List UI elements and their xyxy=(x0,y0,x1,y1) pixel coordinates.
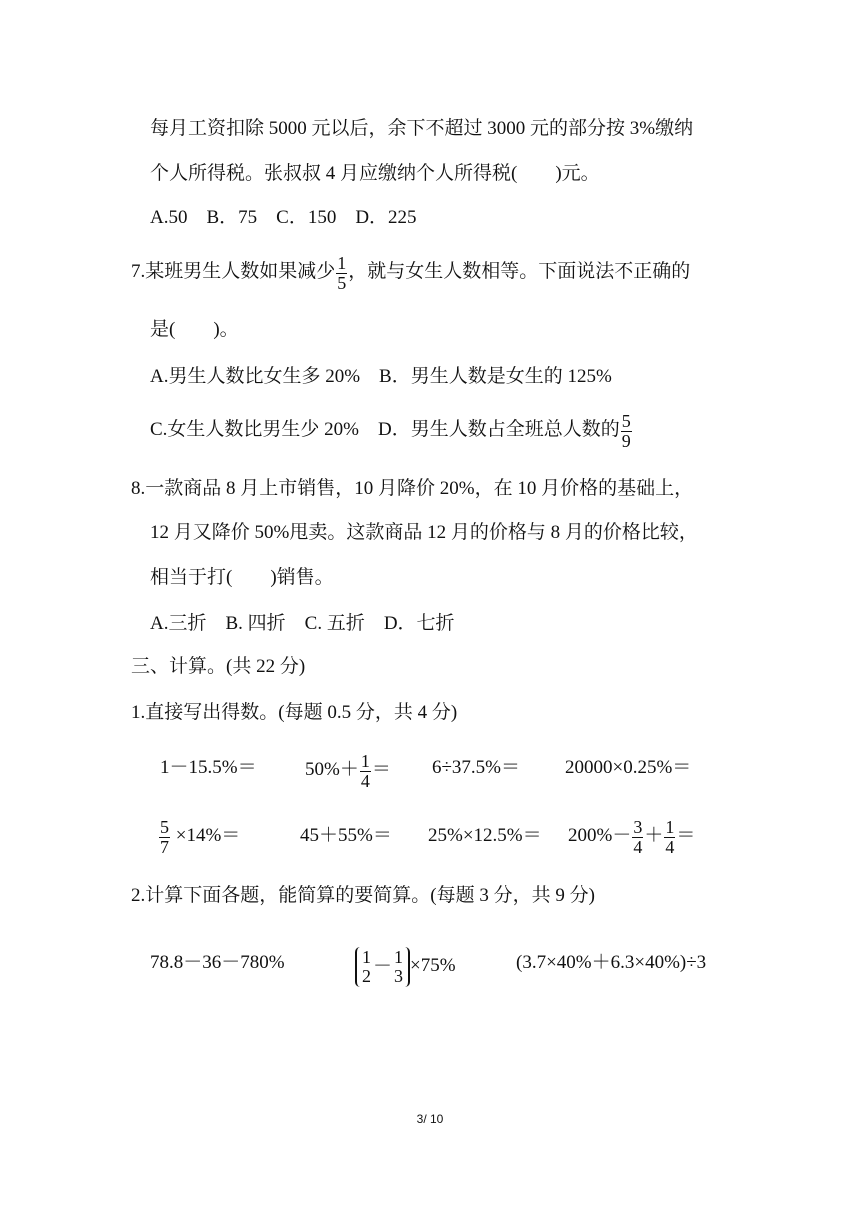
q6-options: A.50 B．75 C．150 D．225 xyxy=(150,207,417,228)
calc-r2c4-mid: ＋ xyxy=(644,825,664,846)
calc-r2c4-d2: 4 xyxy=(665,836,675,857)
section3-title: 三、计算。(共 22 分) xyxy=(131,656,306,677)
q7-fraction xyxy=(336,254,347,292)
calc-r2c1-post: ×14%＝ xyxy=(175,825,241,846)
calc-r1c2-pre: 50%＋ xyxy=(305,759,359,780)
calc-r2c1-num: 5 xyxy=(160,816,169,837)
calc-r1c2-fraction xyxy=(360,752,371,790)
calc-r1c2-num: 1 xyxy=(360,750,370,771)
q7-frac-den: 5 xyxy=(337,272,347,293)
calc-r2c4 xyxy=(568,812,695,860)
calc-r1c2 xyxy=(305,746,391,794)
q7-options-ab: A.男生人数比女生多 20% B．男生人数是女生的 125% xyxy=(150,366,612,387)
calc-r1c2-den: 4 xyxy=(360,770,370,791)
q7-frac-num: 1 xyxy=(337,252,347,273)
page-number: 3/ 10 xyxy=(416,1112,444,1126)
q8-text-line3: 相当于打( )销售。 xyxy=(150,567,334,588)
q7-options-cd-text: C.女生人数比男生少 20% D．男生人数占全班总人数的 xyxy=(150,419,620,440)
q7-optd-fraction xyxy=(621,412,632,450)
calc-r2c4-d1: 4 xyxy=(633,836,643,857)
calc-r2c1-fraction xyxy=(159,818,170,856)
calc-r1c1: 1－15.5%＝ xyxy=(160,757,257,778)
expr-1: 78.8－36－780% xyxy=(150,952,285,973)
q7-options-cd xyxy=(150,406,633,454)
expr-3: (3.7×40%＋6.3×40%)÷3 xyxy=(516,952,707,973)
calc-r2c4-fraction1 xyxy=(632,818,643,856)
expr-2-fraction2 xyxy=(393,948,404,985)
calc-r2c4-fraction2 xyxy=(664,818,675,856)
q7-prefix: 7.某班男生人数如果减少 xyxy=(131,261,336,282)
expr-2-parenthesis xyxy=(355,947,410,987)
calc-r1c3: 6÷37.5%＝ xyxy=(432,757,521,778)
q7-optd-den: 9 xyxy=(621,430,631,451)
expr-2-n2: 1 xyxy=(394,947,404,968)
calc-r1c4: 20000×0.25%＝ xyxy=(565,757,692,778)
q6-text-line1: 每月工资扣除 5000 元以后，余下不超过 3000 元的部分按 3%缴纳 xyxy=(150,118,694,139)
q6-text-line2: 个人所得税。张叔叔 4 月应缴纳个人所得税( )元。 xyxy=(150,163,600,184)
expr-2-fraction1 xyxy=(361,948,372,985)
q8-options: A.三折 B. 四折 C. 五折 D．七折 xyxy=(150,613,455,634)
section3-sub1: 1.直接写出得数。(每题 0.5 分，共 4 分) xyxy=(131,702,458,723)
expr-2-post: ×75% xyxy=(410,955,456,976)
expr-2-minus: － xyxy=(373,955,393,977)
calc-r1c2-post: ＝ xyxy=(371,759,391,780)
expr-2-d2: 3 xyxy=(394,966,404,987)
calc-r2c4-post: ＝ xyxy=(676,825,696,846)
calc-r2c1 xyxy=(158,812,240,860)
expr-2 xyxy=(355,942,456,990)
calc-r2c4-n2: 1 xyxy=(665,816,675,837)
expr-2-n1: 1 xyxy=(362,947,371,968)
expr-2-d1: 2 xyxy=(362,966,371,987)
q7-text-line2: 是( )。 xyxy=(150,319,239,340)
section3-sub2: 2.计算下面各题，能简算的要简算。(每题 3 分，共 9 分) xyxy=(131,885,595,906)
q7-stem xyxy=(131,248,690,296)
q8-text-line2: 12 月又降价 50%甩卖。这款商品 12 月的价格与 8 月的价格比较， xyxy=(150,522,698,543)
calc-r2c3: 25%×12.5%＝ xyxy=(428,825,542,846)
calc-r2c1-den: 7 xyxy=(160,836,169,857)
q8-text-line1: 8.一款商品 8 月上市销售，10 月降价 20%，在 10 月价格的基础上， xyxy=(131,478,694,499)
calc-r2c2: 45＋55%＝ xyxy=(300,825,392,846)
q7-suffix: ，就与女生人数相等。下面说法不正确的 xyxy=(348,261,691,282)
calc-r2c4-n1: 3 xyxy=(633,816,643,837)
q7-optd-num: 5 xyxy=(621,410,631,431)
calc-r2c4-pre: 200%－ xyxy=(568,825,632,846)
